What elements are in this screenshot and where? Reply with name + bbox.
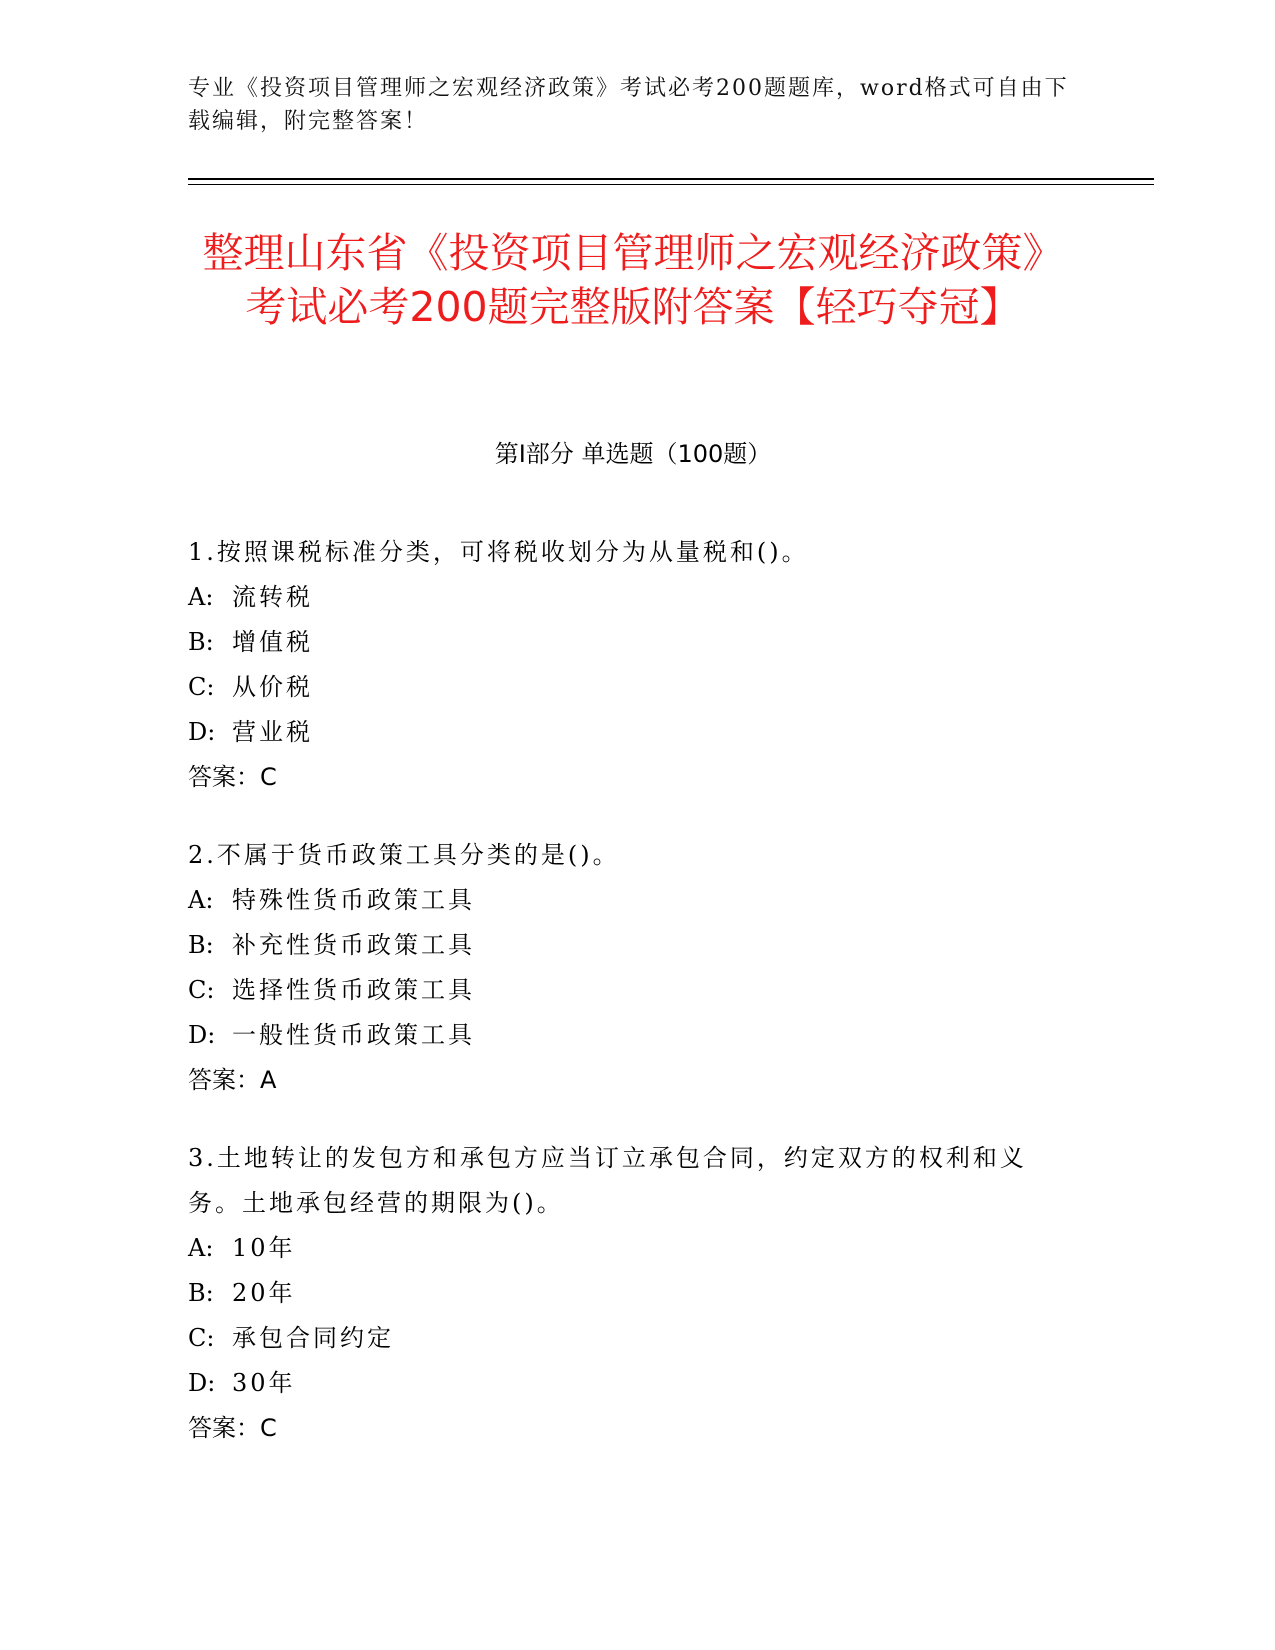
option-a bbox=[188, 878, 1068, 923]
option-c bbox=[188, 665, 1068, 710]
header-rule-thick bbox=[188, 178, 1154, 180]
option-label: A: bbox=[188, 886, 214, 914]
question-list bbox=[188, 530, 1068, 1484]
option-text: 增值税 bbox=[232, 628, 313, 656]
question-stem: 1.按照课税标准分类，可将税收划分为从量税和()。 bbox=[188, 538, 809, 566]
document-intro: 专业《投资项目管理师之宏观经济政策》考试必考200题题库，word格式可自由下载编辑，附完整答案！ bbox=[188, 76, 1069, 134]
question-3 bbox=[188, 1136, 1068, 1451]
option-label: C: bbox=[188, 673, 215, 701]
answer: 答案：C bbox=[188, 1414, 277, 1442]
option-text: 营业税 bbox=[232, 718, 313, 746]
answer: 答案：C bbox=[188, 763, 277, 791]
section-heading: 第I部分 单选题（100题） bbox=[494, 440, 772, 468]
option-text: 30年 bbox=[232, 1369, 296, 1397]
option-b bbox=[188, 620, 1068, 665]
option-text: 一般性货币政策工具 bbox=[232, 1021, 475, 1049]
option-label: B: bbox=[188, 1279, 214, 1307]
option-text: 承包合同约定 bbox=[232, 1324, 394, 1352]
option-d bbox=[188, 1013, 1068, 1058]
option-label: C: bbox=[188, 1324, 215, 1352]
question-2 bbox=[188, 833, 1068, 1103]
option-d bbox=[188, 1361, 1068, 1406]
option-text: 特殊性货币政策工具 bbox=[232, 886, 475, 914]
document-title: 整理山东省《投资项目管理师之宏观经济政策》考试必考200题完整版附答案【轻巧夺冠】 bbox=[202, 229, 1064, 331]
option-d bbox=[188, 710, 1068, 755]
option-a bbox=[188, 575, 1068, 620]
question-stem: 2.不属于货币政策工具分类的是()。 bbox=[188, 841, 620, 869]
question-1 bbox=[188, 530, 1068, 800]
option-c bbox=[188, 968, 1068, 1013]
option-c bbox=[188, 1316, 1068, 1361]
option-text: 从价税 bbox=[232, 673, 313, 701]
option-label: A: bbox=[188, 583, 214, 611]
header-rule-thin bbox=[188, 184, 1154, 185]
answer: 答案：A bbox=[188, 1066, 277, 1094]
option-label: B: bbox=[188, 931, 214, 959]
option-a bbox=[188, 1226, 1068, 1271]
option-label: D: bbox=[188, 1369, 216, 1397]
option-text: 选择性货币政策工具 bbox=[232, 976, 475, 1004]
option-label: D: bbox=[188, 1021, 216, 1049]
option-text: 补充性货币政策工具 bbox=[232, 931, 475, 959]
option-text: 20年 bbox=[232, 1279, 296, 1307]
question-stem: 3.土地转让的发包方和承包方应当订立承包合同，约定双方的权利和义务。土地承包经营的期限为()。 bbox=[188, 1144, 1027, 1217]
option-label: A: bbox=[188, 1234, 214, 1262]
option-text: 流转税 bbox=[232, 583, 313, 611]
option-label: D: bbox=[188, 718, 216, 746]
option-label: B: bbox=[188, 628, 214, 656]
option-b bbox=[188, 1271, 1068, 1316]
option-text: 10年 bbox=[232, 1234, 296, 1262]
option-label: C: bbox=[188, 976, 215, 1004]
option-b bbox=[188, 923, 1068, 968]
